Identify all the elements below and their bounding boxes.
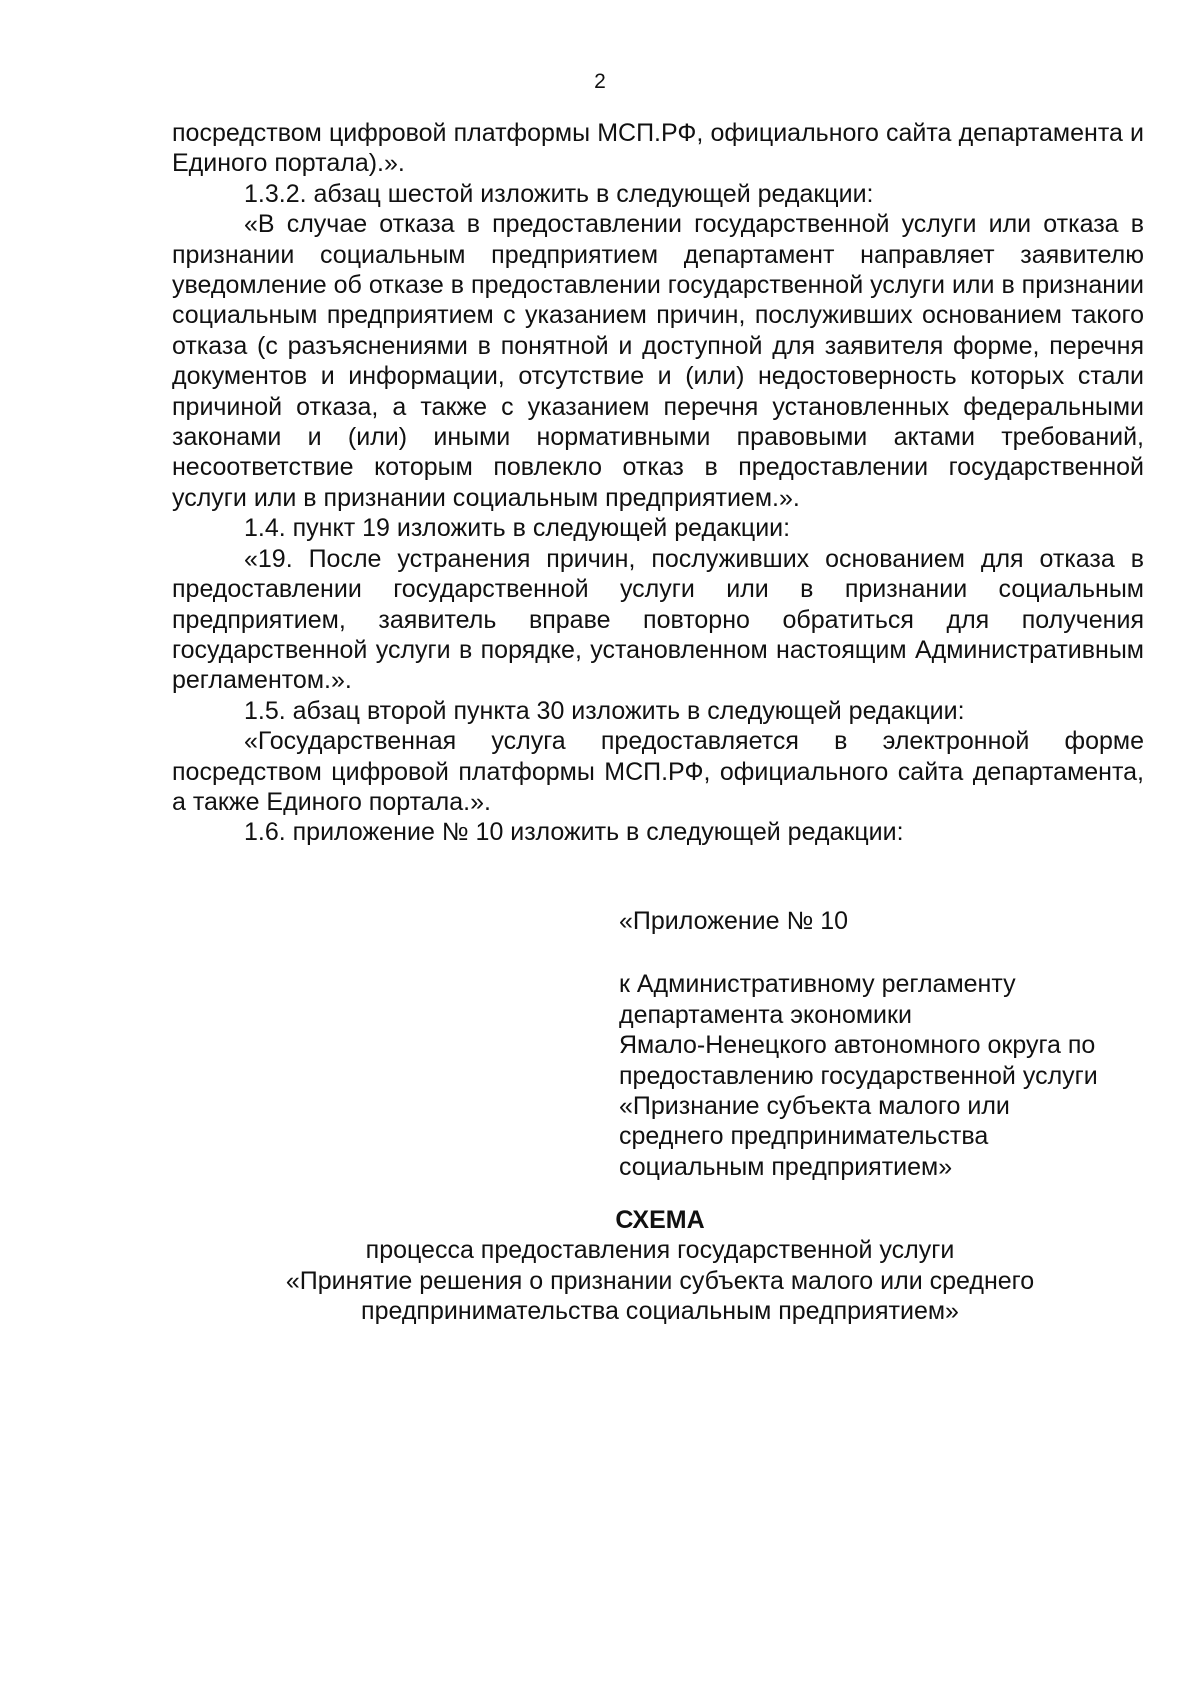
appendix-line: департамента экономики [619,1000,912,1029]
appendix-header [619,906,1139,1182]
page-number: 2 [594,70,606,93]
document-body [172,118,1144,848]
appendix-line: социальным предприятием» [619,1152,953,1181]
appendix-line: предоставлению государственной услуги [619,1061,1098,1090]
scheme-subtitle-line: процесса предоставления государственной услуги [365,1236,955,1265]
appendix-line: к Административному регламенту [619,970,1016,999]
paragraph-continuation: посредством цифровой платформы МСП.РФ, официального сайта департамента и Единого портала).». [172,119,1144,178]
scheme-subtitle-line: предпринимательства социальным предприятием» [361,1297,959,1326]
paragraph-quote-electronic: «Государственная услуга предоставляется в электронной форме посредством цифровой платформы МСП.РФ, официального сайта департамента, а также Единого портала.». [172,727,1144,816]
paragraph-quote-refusal: «В случае отказа в предоставлении государственной услуги или отказа в признании социальным предприятием департамент направляет заявителю уведомление об отказе в предоставлении государственной услуги или в признании социальным предприятием с указанием причин, послуживших основанием такого отказа (с разъяснениями в понятной и доступной для заявителя форме, перечня документов и информации, отсутствие и (или) недостоверность которых стали причиной отказа, а также с указанием перечня установленных федеральными законами и (или) иными нормативными правовыми актами требований, несоответствие которым повлекло отказ в предоставлении государственной услуги или в признании социальным предприятием.». [172,210,1144,512]
appendix-line: Ямало-Ненецкого автономного округа по [619,1031,1096,1060]
scheme-title: СХЕМА [615,1206,705,1234]
paragraph-item-1-4: 1.4. пункт 19 изложить в следующей редакции: [244,514,791,543]
paragraph-item-1-6: 1.6. приложение № 10 изложить в следующей редакции: [244,818,904,847]
paragraph-item-1-3-2: 1.3.2. абзац шестой изложить в следующей редакции: [244,179,874,208]
paragraph-item-1-5: 1.5. абзац второй пункта 30 изложить в следующей редакции: [244,696,965,725]
appendix-title: «Приложение № 10 [619,907,849,935]
appendix-line: среднего предпринимательства [619,1122,989,1151]
appendix-description [619,969,1139,1182]
appendix-line: «Признание субъекта малого или [619,1092,1010,1121]
scheme-heading [200,1205,1120,1327]
paragraph-quote-19: «19. После устранения причин, послуживших основанием для отказа в предоставлении государственной услуги или в признании социальным предприятием, заявитель вправе повторно обратиться для получения государственной услуги в порядке, установленном настоящим Административным регламентом.». [172,544,1144,695]
scheme-subtitle-line: «Принятие решения о признании субъекта малого или среднего [285,1266,1035,1295]
